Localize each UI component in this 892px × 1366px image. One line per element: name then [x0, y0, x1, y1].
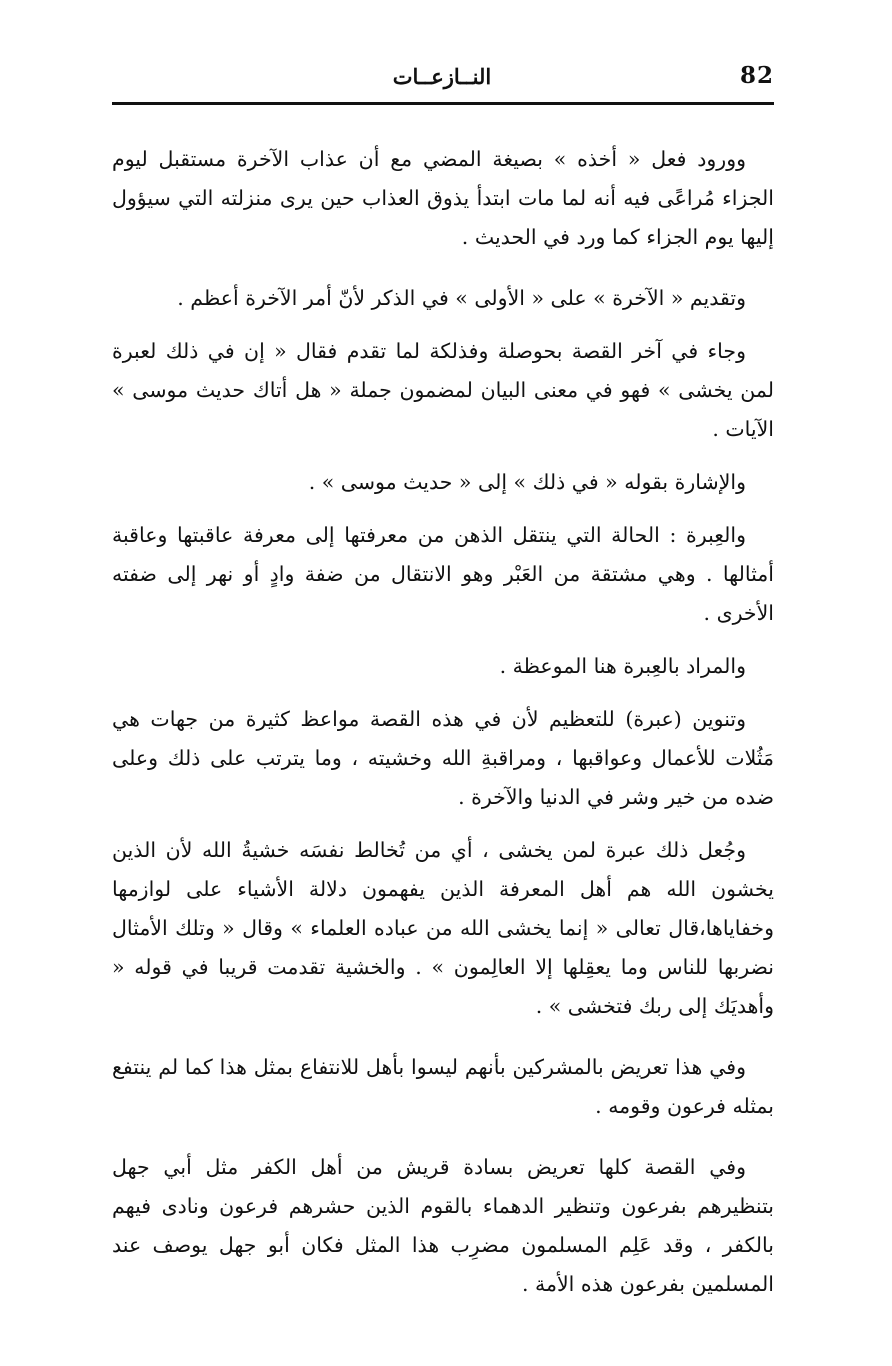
page-header — [112, 56, 774, 102]
paragraph: والمراد بالعِبرة هنا الموعظة . — [499, 654, 746, 678]
page-number: 82 — [740, 62, 775, 89]
paragraph: والعِبرة : الحالة التي ينتقل الذهن من معرفتها إلى معرفة عاقبتها وعاقبة أمثالها . وهي مشتقة من العَبْر وهو الانتقال من ضفة وادٍ أو نهر إلى ضفته الأخرى . — [112, 523, 774, 625]
running-title: النــازعــات — [392, 64, 492, 89]
paragraph: وتنوين (عبرة) للتعظيم لأن في هذه القصة مواعظ كثيرة من جهات هي مَثُلات للأعمال وعواقبها ، ومراقبةِ الله وخشيته ، وما يترتب على ذلك وعلى ضده من خير وشر في الدنيا والآخرة . — [112, 707, 774, 809]
page-body — [112, 140, 774, 1318]
paragraph: وتقديم « الآخرة » على « الأولى » في الذكر لأنّ أمر الآخرة أعظم . — [177, 286, 746, 310]
paragraph: وفي هذا تعريض بالمشركين بأنهم ليسوا بأهل للانتفاع بمثل هذا كما لم ينتفع بمثله فرعون وقومه . — [112, 1055, 774, 1118]
header-rule — [112, 102, 774, 105]
paragraph: والإشارة بقوله « في ذلك » إلى « حديث موسى » . — [308, 470, 746, 494]
paragraph: وورود فعل « أخذه » بصيغة المضي مع أن عذاب الآخرة مستقبل ليوم الجزاء مُراعًى فيه أنه لما مات ابتدأ يذوق العذاب حين يرى منزلته التي سيؤول إليها يوم الجزاء كما ورد في الحديث . — [112, 147, 774, 249]
paragraph: وفي القصة كلها تعريض بسادة قريش من أهل الكفر مثل أبي جهل بتنظيرهم بفرعون وتنظير الدهماء بالقوم الذين حشرهم فرعون ونادى فيهم بالكفر ، وقد عَلِم المسلمون مضرِب هذا المثل فكان أبو جهل يوصف عند المسلمين بفرعون هذه الأمة . — [112, 1155, 774, 1296]
paragraph: وجاء في آخر القصة بحوصلة وفذلكة لما تقدم فقال « إن في ذلك لعبرة لمن يخشى » فهو في معنى البيان لمضمون جملة « هل أتاك حديث موسى » الآيات . — [112, 339, 774, 441]
paragraph: وجُعل ذلك عبرة لمن يخشى ، أي من تُخالط نفسَه خشيةُ الله لأن الذين يخشون الله هم أهل المعرفة الذين يفهمون دلالة الأشياء على لوازمها وخفاياها،قال تعالى « إنما يخشى الله من عباده العلماء » وقال « وتلك الأمثال نضربها للناس وما يعقِلها إلا العالِمون » . والخشية تقدمت قريبا في قوله « وأهديَك إلى ربك فتخشى » . — [112, 838, 774, 1018]
